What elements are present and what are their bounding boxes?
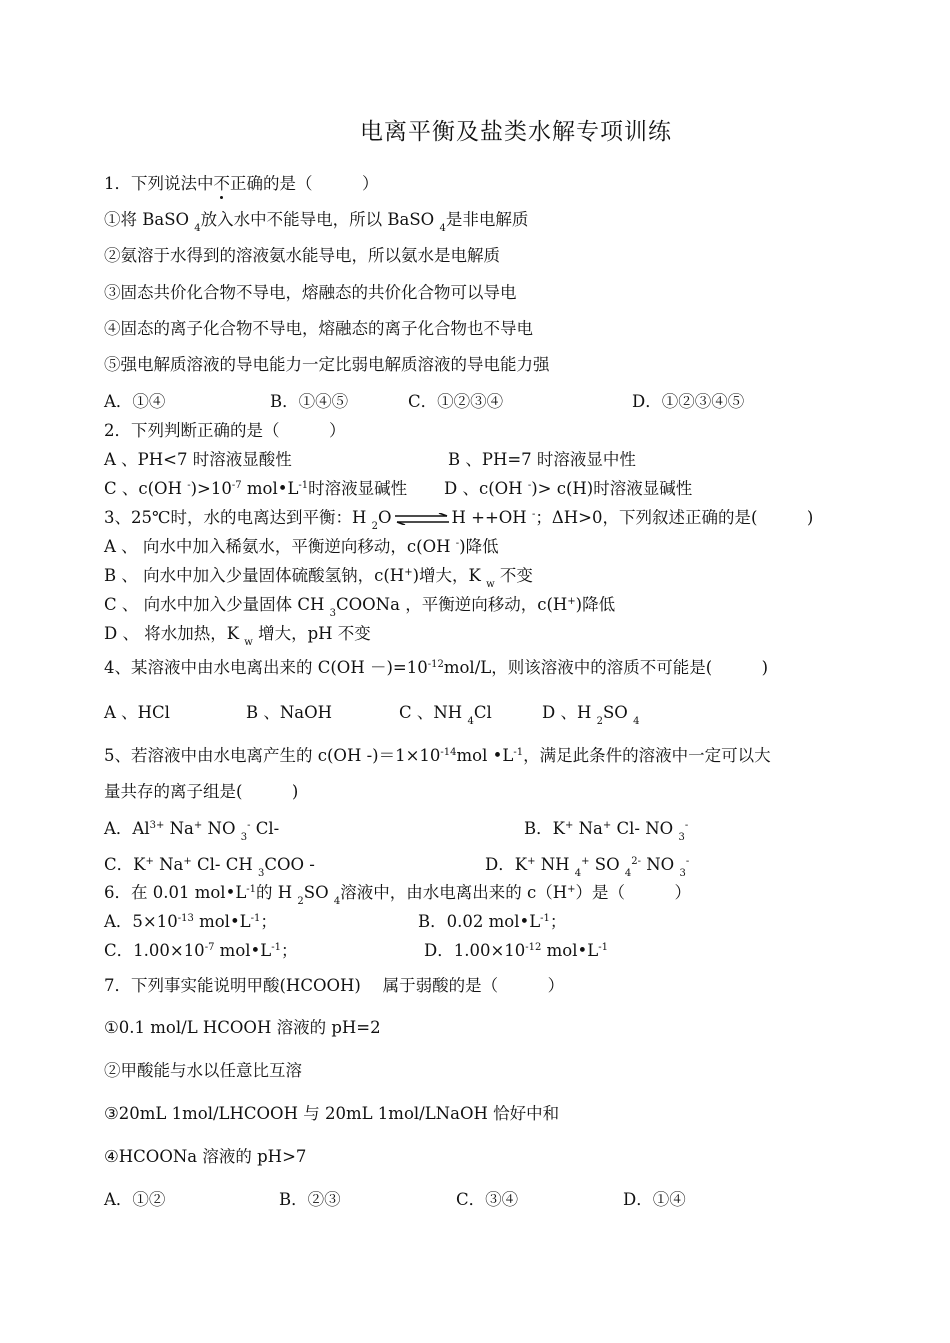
q1-statement-2: ②氨溶于水得到的溶液氨水能导电，所以氨水是电解质 [104, 246, 500, 265]
q6-options-row-2 [104, 940, 864, 962]
q6-option-a: A．$5\times 10^{-13}$ $mol•L^{-1}$； [104, 912, 277, 931]
q2-option-c: C 、c(OH $^-)>10^{-7}$ $mol•L^{-1}$时溶液显碱性 [104, 479, 408, 498]
q1-statement-4: ④固态的离子化合物不导电，熔融态的离子化合物也不导电 [104, 319, 533, 338]
q4-option-b: B 、NaOH [246, 703, 333, 722]
q7-option-b: B．②③ [279, 1190, 341, 1209]
q6-option-d: D．$1.00\times 10^{-12}$ $mol•L^{-1}$ [424, 941, 608, 960]
q1-statement-1: ①将 BaSO $_4$放入水中不能导电，所以 BaSO $_4$是非电解质 [104, 210, 529, 234]
q5-options-row-1 [104, 818, 864, 843]
q2-option-a: A 、PH<7 时溶液显酸性 [104, 450, 292, 469]
q3-option-b: B 、 向水中加入少量固体硫酸氢钠，c(H+)增大，K $_w$ 不变 [104, 566, 533, 590]
q5-option-a: A．$Al^{3+}$ Na+ NO $_3$- Cl- [104, 819, 280, 843]
q5-option-c: C．K+ Na+ Cl- CH $_3$COO - [104, 855, 315, 879]
q6-stem: 6．在 0.01 $mol•L^{-1}$的 H $_2$SO $_4$溶液中，由水电离出来的 c（H+）是（ ） [104, 883, 692, 907]
q1-options [104, 391, 864, 413]
q6-option-c: C．$1.00\times 10^{-7}$ $mol•L^{-1}$； [104, 941, 298, 960]
q5-options-row-2 [104, 854, 864, 879]
q7-statement-4: ④HCOONa 溶液的 pH>7 [104, 1147, 307, 1166]
q4-options [104, 702, 864, 727]
q3-option-a: A 、 向水中加入稀氨水，平衡逆向移动，c(OH -)降低 [104, 537, 499, 556]
q6-option-b: B．0.02 $mol•L^{-1}$； [418, 912, 567, 931]
q2-options-row-1 [104, 449, 864, 471]
q7-option-a: A．①② [104, 1190, 166, 1209]
page-title: 电离平衡及盐类水解专项训练 [360, 119, 672, 145]
emphasis-dot: 不 [213, 174, 230, 193]
equilibrium-arrows-icon [395, 513, 449, 525]
q3-option-d: D 、 将水加热，K $_w$ 增大，pH 不变 [104, 624, 371, 648]
q5-option-b: B．K+ Na+ Cl- NO $_3$- [524, 819, 689, 843]
q1-option-c: C．①②③④ [408, 392, 504, 411]
q5-option-d: D．K+ NH $_4$+ SO $_4^{2-}$ NO $_3$- [485, 855, 690, 879]
q2-option-d: D 、c(OH -)> c(H)时溶液显碱性 [444, 479, 693, 498]
q4-option-a: A 、HCl [104, 703, 170, 722]
q2-options-row-2 [104, 478, 864, 500]
q7-statement-3: ③20mL 1mol/LHCOOH 与 20mL 1mol/LNaOH 恰好中和 [104, 1104, 560, 1123]
q7-statement-1: ①0.1 mol/L HCOOH 溶液的 pH=2 [104, 1018, 381, 1037]
q2-option-b: B 、PH=7 时溶液显中性 [448, 450, 636, 469]
q1-statement-5: ⑤强电解质溶液的导电能力一定比弱电解质溶液的导电能力强 [104, 355, 550, 374]
q4-option-c: C 、NH $_4$Cl [399, 703, 492, 727]
q3-option-c: C 、 向水中加入少量固体 CH $_3$COONa ，平衡逆向移动，c(H+)降低 [104, 595, 616, 619]
q2-stem: 2．下列判断正确的是（ ） [104, 421, 346, 440]
q1-option-a: A．①④ [104, 392, 166, 411]
q1-option-b: B．①④⑤ [270, 392, 349, 411]
q1-statement-3: ③固态共价化合物不导电，熔融态的共价化合物可以导电 [104, 283, 517, 302]
q5-stem: 5、若溶液中由水电离产生的 c(OH $-)=1\times 10^{-14}mol$ $•L^{-1}$，满足此条件的溶液中一定可以大 [104, 746, 771, 765]
q6-options-row-1 [104, 911, 864, 933]
q7-option-d: D．①④ [623, 1190, 686, 1209]
q7-statement-2: ②甲酸能与水以任意比互溶 [104, 1061, 302, 1080]
q4-stem: 4、某溶液中由水电离出来的 $C(OH -)=10^{-12}mol/L$，则该溶液中的溶质不可能是( ) [104, 658, 769, 677]
q1-option-d: D．①②③④⑤ [632, 392, 745, 411]
q7-options [104, 1189, 864, 1211]
q7-option-c: C．③④ [456, 1190, 519, 1209]
q5-stem-line-2: 量共存的离子组是( ) [104, 782, 299, 801]
q7-stem: 7．下列事实能说明甲酸(HCOOH) 属于弱酸的是（ ） [104, 976, 565, 995]
q4-option-d: D 、H $_2$SO $_4$ [542, 703, 640, 727]
q3-stem: 3、25℃时，水的电离达到平衡：H $_2$O H ++OH -；ΔH>0，下列叙述正确的是( ) [104, 508, 814, 532]
q1-stem: 1．下列说法中不正确的是（ ） [104, 174, 379, 193]
